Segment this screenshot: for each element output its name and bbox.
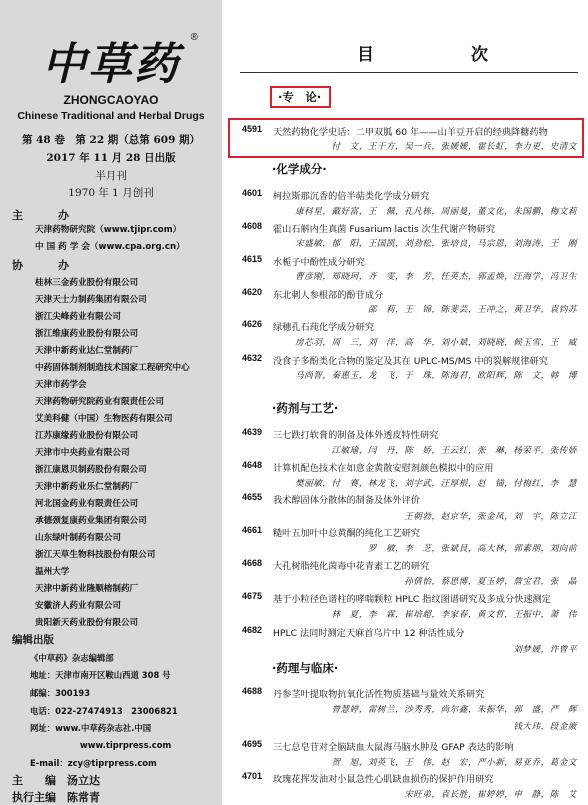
article-authors: 江敏瑜，闫 丹，陈 娇，王云红，张 琳，杨荣平，张传娇 (331, 446, 577, 456)
article-authors: 付 文，王于方，吴一兵，张媛媛，霍长虹，李力更，史清文 (331, 142, 577, 152)
article-title[interactable]: 丹参茎叶提取物抗氧化活性物质基础与量效关系研究 (273, 689, 485, 700)
co-sponsor-item: 天津中新药业隆顺榕制药厂 (35, 584, 139, 594)
toc-heading: 目 次 (357, 45, 528, 65)
article-authors: 宋旺弟，袁长胜，崔婷婷，申 静，陈 艾 (404, 790, 577, 800)
article-authors: 林 夏，李 霖，崔培超，李家春，黄文哲，王振中，萧 伟 (331, 610, 577, 620)
co-sponsor-item: 贵阳新天药业股份有限公司 (35, 618, 139, 628)
article-title[interactable]: 没食子多酚类化合物的鉴定及其在 UPLC-MS/MS 中的裂解规律研究 (273, 356, 548, 367)
founded-date: 1970 年 1 月创刊 (68, 187, 154, 199)
editorial-website[interactable]: 网址：www.中草药杂志社.中国 (30, 723, 152, 733)
article-title[interactable]: 水栀子中酚性成分研究 (273, 257, 365, 268)
chief-editor: 主 编 汤立达 (12, 774, 100, 787)
co-sponsor-item: 承德颈复康药业集团有限公司 (35, 516, 147, 526)
page-number: 4591 (242, 124, 263, 134)
co-sponsor-item: 天津中新药业达仁堂制药厂 (35, 346, 139, 356)
co-sponsor-item: 浙江天草生物科技股份有限公司 (35, 550, 156, 560)
article-title[interactable]: 三七总皂苷对全脑缺血大鼠海马脑水肿及 GFAP 表达的影响 (273, 742, 514, 753)
editorial-email[interactable]: E-mail：zcy@tiprpress.com (30, 758, 157, 768)
sidebar (0, 0, 222, 805)
executive-editor: 执行主编 陈常青 (12, 791, 100, 804)
editorial-address: 地址：天津市南开区鞍山西道 308 号 (30, 670, 171, 680)
article-title[interactable]: 我术醇固体分散体的制备及体外评价 (273, 495, 420, 506)
logo-text: 中草药 (42, 39, 180, 90)
article-title[interactable]: 柯拉斯那沉香的倍半萜类化学成分研究 (273, 191, 430, 202)
article-title[interactable]: 天然药物化学史话：二甲双胍 60 年——山羊豆开启的经典降糖药物 (273, 127, 548, 138)
sponsor-item: 中 国 药 学 会（www.cpa.org.cn） (35, 242, 185, 252)
article-authors: 樊丽敏，付 赛，林龙飞，刘宇武，汪厚根，赵 锚，付梅红，李 慧 (295, 479, 577, 489)
article-title[interactable]: 糙叶五加叶中总黄酮的纯化工艺研究 (273, 528, 420, 539)
divider (240, 72, 578, 73)
article-authors: 马尚智，秦惠玉，龙 飞，于 珠，陈海君，欧阳辉，陈 文，韩 博 (295, 371, 577, 381)
article-authors: 贺 旭，刘英飞，王 伟，赵 宏，严小新，易亚乔，葛金文 (331, 758, 577, 768)
article-title[interactable]: 大孔树脂纯化茵毒中花青素工艺的研究 (273, 561, 430, 572)
article-authors: 曹彦刚，郑晓珂，齐 雯，李 芳，任英杰，郭孟焕，汪海学，冯卫生 (295, 272, 577, 282)
page-number: 4688 (242, 686, 263, 696)
page-number: 4620 (242, 287, 263, 297)
article-title[interactable]: 东北刺人参根部的酚苷成分 (273, 290, 384, 301)
co-sponsor-item: 温州大学 (35, 567, 70, 577)
article-authors-continued: 钱大玮，段金廒 (513, 722, 577, 732)
article-authors: 宋盛敏，郁 阳，王国凯，刘劲松，张培良，马宗恩，刘海涛，王 刚 (295, 239, 577, 249)
page-number: 4632 (242, 353, 263, 363)
co-sponsor-item: 浙江康恩贝制药股份有限公司 (35, 465, 147, 475)
article-title[interactable]: 基于小粒径色谱柱的哮喘颗粒 HPLC 指纹图谱研究及多成分快速测定 (273, 594, 551, 605)
page-number: 4626 (242, 319, 263, 329)
co-sponsor-item: 天津市中央药业有限公司 (35, 448, 130, 458)
article-authors: 房芯羽，周 三，刘 洋，高 华，刘小斌，刘晓晓，候玉雪，王 威 (295, 338, 577, 348)
table-of-contents (222, 0, 588, 805)
co-sponsor-item: 桂林三金药业股份有限公司 (35, 278, 139, 288)
co-sponsor-item: 浙江维康药业股份有限公司 (35, 329, 139, 339)
sponsor-label: 主 办 (12, 209, 81, 222)
page-number: 4601 (242, 188, 263, 198)
co-sponsor-item: 浙江尖峰药业有限公司 (35, 312, 121, 322)
co-sponsor-item: 山东绿叶制药有限公司 (35, 533, 121, 543)
editor-label: 编辑出版 (12, 634, 54, 646)
page-number: 4668 (242, 558, 263, 568)
journal-subtitle-en: Chinese Traditional and Herbal Drugs (17, 110, 205, 122)
page-number: 4615 (242, 254, 263, 264)
co-sponsor-item: 河北国金药业有限责任公司 (35, 499, 139, 509)
registered-mark: ® (190, 32, 198, 43)
section-heading: ·化学成分· (272, 162, 327, 176)
section-heading: ·药理与临床· (272, 661, 339, 675)
editorial-phone: 电话：022-27474913 23006821 (30, 706, 178, 716)
article-title[interactable]: 计算机配色技术在如意金黄散安慰剂颜色模拟中的应用 (273, 463, 494, 474)
article-authors: 刘梦媛，许曾平 (513, 645, 577, 655)
article-title[interactable]: HPLC 法同时测定天麻首乌片中 12 种活性成分 (273, 628, 465, 639)
co-sponsor-item: 安徽济人药业有限公司 (35, 601, 121, 611)
article-authors: 罗 敏，李 芝，张斌艮，高大林，郭素朋，刘向前 (367, 544, 577, 554)
article-authors: 曾慧婷，雷树兰，沙秀秀，尚尔鑫，朱振华，郭 盛，严 辉 (331, 705, 577, 715)
volume-info: 第 48 卷 第 22 期（总第 609 期） (21, 134, 201, 146)
article-title[interactable]: 霍山石斛内生真菌 Fusarium lactis 次生代谢产物研究 (273, 224, 496, 235)
article-authors: 康科星，戴好富，王 佩，孔凡栋，周丽曼，董文化，朱国鹏，梅文莉 (295, 207, 577, 217)
section-heading: ·药剂与工艺· (272, 401, 339, 415)
editorial-line: 《中草药》杂志编辑部 (30, 653, 114, 663)
journal-title-en: ZHONGCAOYAO (63, 93, 159, 107)
co-sponsor-item: 天津中新药业乐仁堂制药厂 (35, 482, 139, 492)
frequency: 半月刊 (95, 170, 127, 182)
publish-date: 2017 年 11 月 28 日出版 (46, 152, 176, 164)
page-number: 4648 (242, 460, 263, 470)
page-number: 4701 (242, 771, 263, 781)
article-title[interactable]: 三七跌打软膏的制备及体外透皮特性研究 (273, 430, 439, 441)
page-number: 4675 (242, 591, 263, 601)
co-sponsor-item: 江苏康缘药业股份有限公司 (35, 431, 139, 441)
co-sponsor-label: 协 办 (12, 259, 81, 272)
sponsor-item: 天津药物研究院（www.tjipr.com） (35, 225, 182, 235)
co-sponsor-item: 天津天士力制药集团有限公司 (35, 295, 147, 305)
section-heading-highlighted: ·专 论· (270, 86, 331, 108)
co-sponsor-item: 中药固体制剂制造技术国家工程研究中心 (35, 363, 190, 373)
article-authors: 孙倩怡，蔡思博，夏玉婷，詹宝君，张 晶 (404, 577, 577, 587)
page-number: 4695 (242, 739, 263, 749)
editorial-postcode: 邮编：300193 (30, 688, 91, 698)
editorial-website-2[interactable]: www.tiprpress.com (80, 740, 172, 750)
co-sponsor-item: 艾美科健（中国）生物医药有限公司 (35, 414, 173, 424)
page-number: 4661 (242, 525, 263, 535)
co-sponsor-item: 天津药物研究院药业有限责任公司 (35, 397, 164, 407)
page-number: 4682 (242, 625, 263, 635)
article-authors: 王朝勃，赵京华，张金凤，刘 宇，陈立江 (404, 512, 577, 522)
article-title[interactable]: 绿穗孔石莼化学成分研究 (273, 322, 375, 333)
page-number: 4639 (242, 427, 263, 437)
journal-logo (42, 28, 198, 90)
co-sponsor-item: 天津市药学会 (35, 380, 87, 390)
page-number: 4608 (242, 221, 263, 231)
article-title[interactable]: 玫瑰花挥发油对小鼠急性心肌缺血损伤的保护作用研究 (273, 774, 494, 785)
article-authors: 邵 莉，王 锦，陈斐芸，王冲之，黄卫华，袁钧苏 (367, 305, 577, 315)
page-number: 4655 (242, 492, 263, 502)
